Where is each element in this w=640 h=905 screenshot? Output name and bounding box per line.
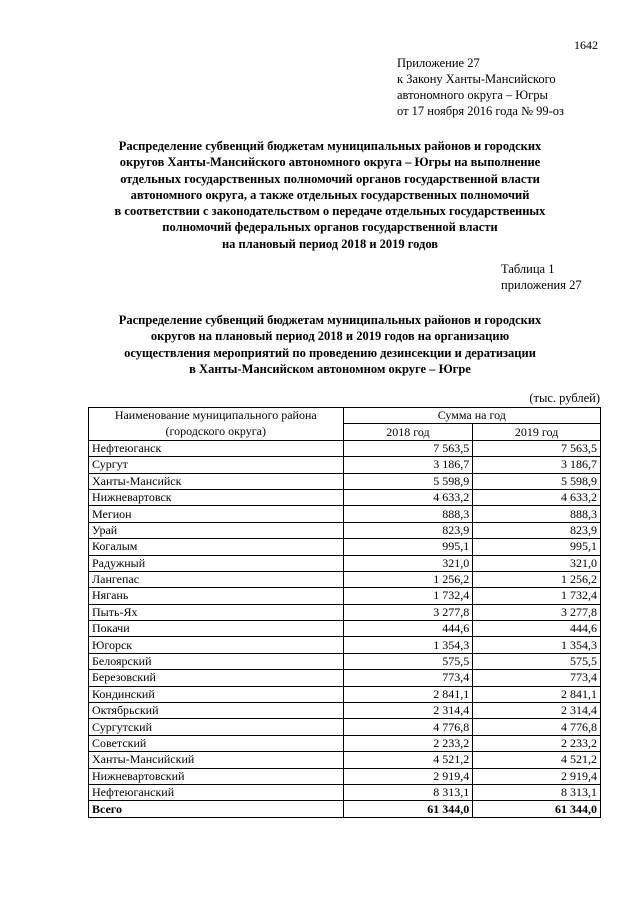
- district-name: Лангепас: [89, 571, 344, 587]
- table-row: [89, 440, 601, 456]
- unit-label: (тыс. рублей): [529, 391, 600, 405]
- district-name: Октябрьский: [89, 703, 344, 719]
- district-name: Покачи: [89, 621, 344, 637]
- table-row: [89, 703, 601, 719]
- title-line: Распределение субвенций бюджетам муниципальных районов и городских: [118, 139, 542, 153]
- value-2018: 995,1: [343, 539, 473, 555]
- table-label: [501, 261, 582, 293]
- district-name: Ханты-Мансийск: [89, 473, 344, 489]
- table-row: [89, 735, 601, 751]
- value-2019: 3 277,8: [473, 604, 601, 620]
- district-name: Мегион: [89, 506, 344, 522]
- table-label-line: Таблица 1: [501, 262, 555, 276]
- header-2018: 2018 год: [343, 424, 473, 440]
- subtitle-line: в Ханты-Мансийском автономном округе – Югре: [189, 361, 471, 376]
- district-name: Когалым: [89, 539, 344, 555]
- district-name: Нягань: [89, 588, 344, 604]
- value-2019: 1 732,4: [473, 588, 601, 604]
- district-name: Нижневартовск: [89, 489, 344, 505]
- subvention-table: [88, 407, 601, 818]
- table-row: [89, 489, 601, 505]
- table-row: [89, 621, 601, 637]
- title-line: полномочий федеральных органов государственной власти: [162, 220, 498, 235]
- table-row: [89, 522, 601, 538]
- table-row: [89, 506, 601, 522]
- table-row: [89, 637, 601, 653]
- table-row: [89, 604, 601, 620]
- value-2019: 575,5: [473, 653, 601, 669]
- district-name: Радужный: [89, 555, 344, 571]
- value-2019: 4 633,2: [473, 489, 601, 505]
- appendix-reference: [397, 55, 564, 119]
- value-2019: 444,6: [473, 621, 601, 637]
- table-row: [89, 768, 601, 784]
- value-2018: 823,9: [343, 522, 473, 538]
- table-row: [89, 555, 601, 571]
- value-2018: 444,6: [343, 621, 473, 637]
- header-name: Наименование муниципального района (городского округа): [89, 408, 344, 441]
- appendix-line: к Закону Ханты-Мансийского: [397, 72, 556, 86]
- district-name: Ханты-Мансийский: [89, 752, 344, 768]
- value-2018: 1 256,2: [343, 571, 473, 587]
- subtitle-line: осуществления мероприятий по проведению дезинсекции и дератизации: [124, 345, 536, 360]
- district-name: Всего: [89, 801, 344, 817]
- value-2018: 888,3: [343, 506, 473, 522]
- value-2019: 7 563,5: [473, 440, 601, 456]
- table-row: [89, 670, 601, 686]
- title-line: автономного округа, а также отдельных государственных полномочий: [130, 187, 530, 202]
- district-name: Югорск: [89, 637, 344, 653]
- value-2018: 5 598,9: [343, 473, 473, 489]
- district-name: Нижневартовский: [89, 768, 344, 784]
- table-row: [89, 571, 601, 587]
- table-title: [80, 312, 580, 377]
- district-name: Советский: [89, 735, 344, 751]
- value-2018: 773,4: [343, 670, 473, 686]
- value-2019: 4 521,2: [473, 752, 601, 768]
- table-body: [89, 440, 601, 817]
- table-row: [89, 588, 601, 604]
- appendix-line: Приложение 27: [397, 56, 480, 70]
- value-2018: 2 841,1: [343, 686, 473, 702]
- district-name: Урай: [89, 522, 344, 538]
- value-2019: 888,3: [473, 506, 601, 522]
- title-line: округов Ханты-Мансийского автономного округа – Югры на выполнение: [119, 155, 541, 170]
- district-name: Березовский: [89, 670, 344, 686]
- value-2019: 61 344,0: [473, 801, 601, 817]
- value-2018: 575,5: [343, 653, 473, 669]
- table-row: [89, 752, 601, 768]
- value-2019: 3 186,7: [473, 457, 601, 473]
- value-2019: 823,9: [473, 522, 601, 538]
- table-row: [89, 784, 601, 800]
- value-2018: 7 563,5: [343, 440, 473, 456]
- value-2018: 321,0: [343, 555, 473, 571]
- value-2018: 4 633,2: [343, 489, 473, 505]
- value-2018: 2 233,2: [343, 735, 473, 751]
- value-2018: 2 314,4: [343, 703, 473, 719]
- value-2019: 1 354,3: [473, 637, 601, 653]
- subtitle-line: округов на плановый период 2018 и 2019 годов на организацию: [150, 329, 510, 344]
- table-row: [89, 686, 601, 702]
- table-row: [89, 457, 601, 473]
- value-2019: 321,0: [473, 555, 601, 571]
- district-name: Нефтеюганский: [89, 784, 344, 800]
- table-row: [89, 539, 601, 555]
- value-2018: 4 776,8: [343, 719, 473, 735]
- value-2018: 1 354,3: [343, 637, 473, 653]
- title-line: в соответствии с законодательством о передаче отдельных государственных: [114, 204, 546, 219]
- value-2018: 3 186,7: [343, 457, 473, 473]
- value-2019: 2 841,1: [473, 686, 601, 702]
- district-name: Пыть-Ях: [89, 604, 344, 620]
- district-name: Кондинский: [89, 686, 344, 702]
- value-2019: 2 919,4: [473, 768, 601, 784]
- value-2018: 4 521,2: [343, 752, 473, 768]
- title-line: на плановый период 2018 и 2019 годов: [221, 236, 439, 251]
- appendix-line: от 17 ноября 2016 года № 99-оз: [397, 104, 564, 118]
- value-2018: 2 919,4: [343, 768, 473, 784]
- district-name: Сургут: [89, 457, 344, 473]
- district-name: Белоярский: [89, 653, 344, 669]
- district-name: Сургутский: [89, 719, 344, 735]
- header-2019: 2019 год: [473, 424, 601, 440]
- value-2019: 4 776,8: [473, 719, 601, 735]
- value-2019: 2 314,4: [473, 703, 601, 719]
- value-2019: 1 256,2: [473, 571, 601, 587]
- table-row: [89, 473, 601, 489]
- value-2018: 3 277,8: [343, 604, 473, 620]
- value-2019: 8 313,1: [473, 784, 601, 800]
- appendix-line: автономного округа – Югры: [397, 88, 548, 102]
- document-title: [70, 138, 590, 252]
- title-line: отдельных государственных полномочий органов государственной власти: [120, 171, 540, 186]
- district-name: Нефтеюганск: [89, 440, 344, 456]
- subtitle-line: Распределение субвенций бюджетам муниципальных районов и городских: [118, 313, 542, 327]
- page-number: 1642: [574, 38, 598, 52]
- table-total-row: [89, 801, 601, 817]
- value-2019: 5 598,9: [473, 473, 601, 489]
- table-label-line: приложения 27: [501, 278, 582, 292]
- table-row: [89, 653, 601, 669]
- header-sum: Сумма на год: [343, 408, 600, 424]
- value-2019: 995,1: [473, 539, 601, 555]
- value-2018: 61 344,0: [343, 801, 473, 817]
- table-row: [89, 719, 601, 735]
- value-2019: 2 233,2: [473, 735, 601, 751]
- value-2018: 8 313,1: [343, 784, 473, 800]
- value-2018: 1 732,4: [343, 588, 473, 604]
- value-2019: 773,4: [473, 670, 601, 686]
